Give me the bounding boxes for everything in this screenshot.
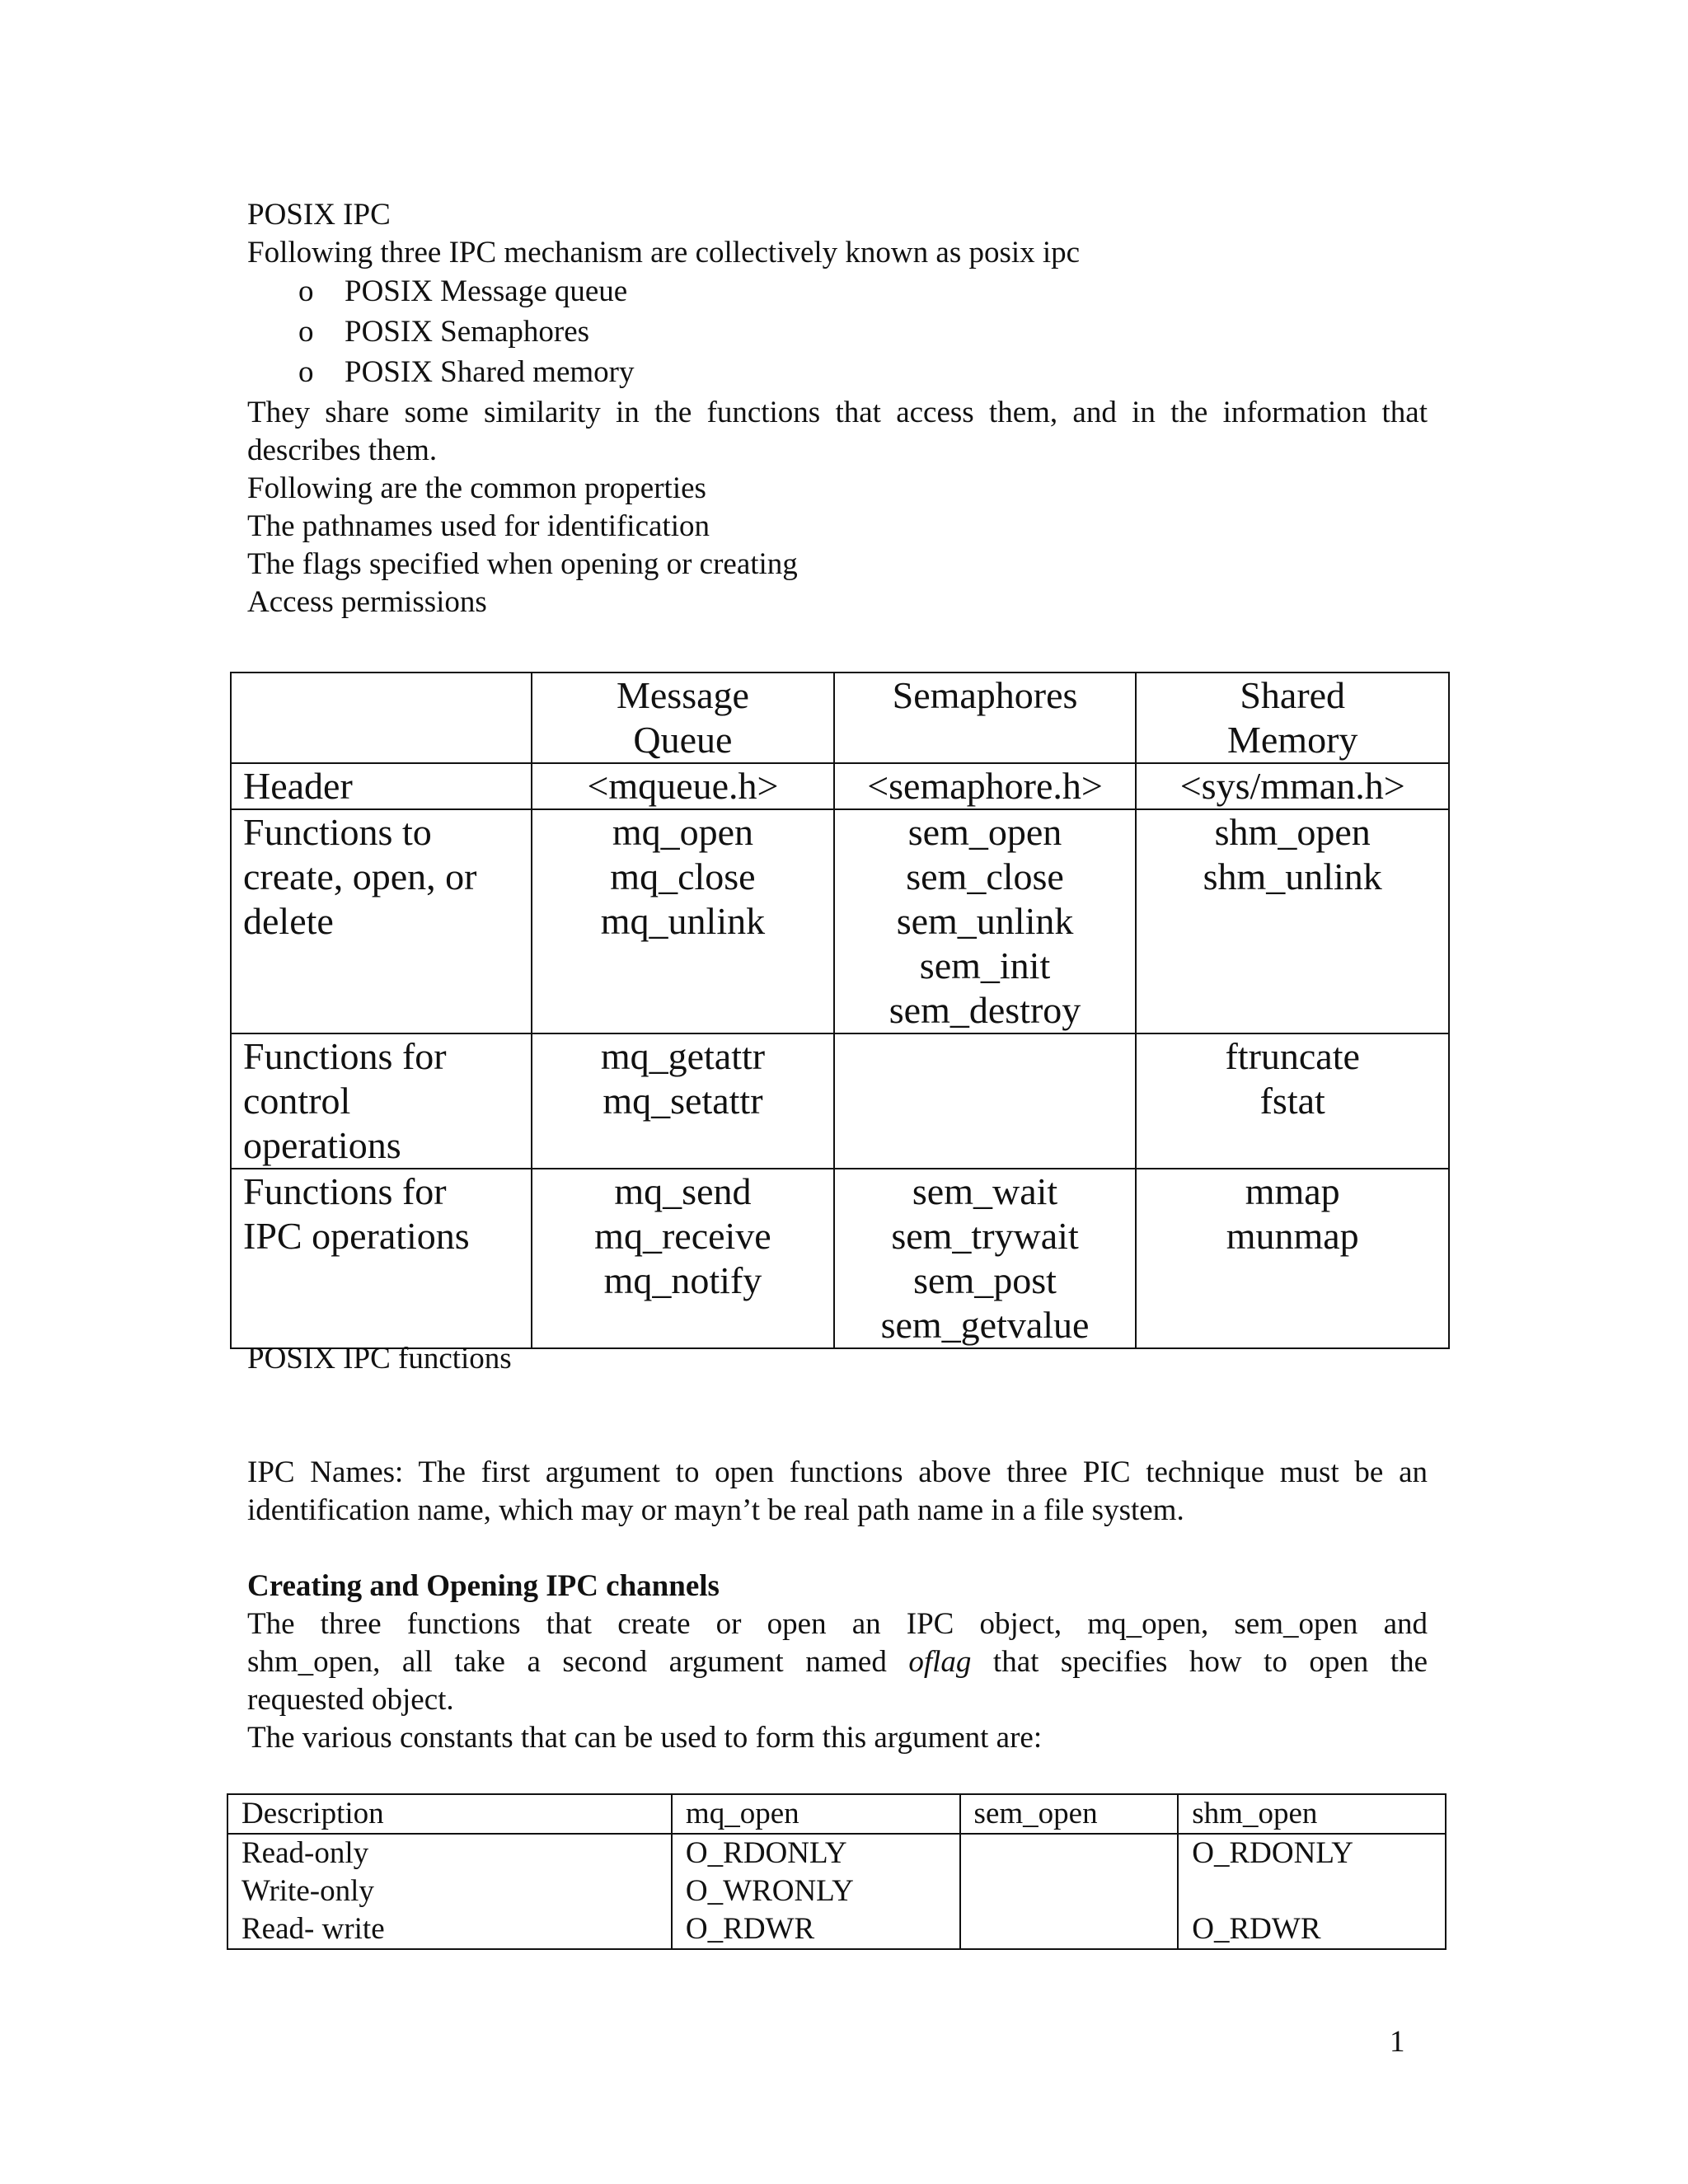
- cell-text: mq_getattr mq_setattr: [600, 1035, 766, 1122]
- cell-text: Header: [243, 765, 353, 807]
- cell-text: O_RDONLY O_RDWR: [1192, 1836, 1353, 1946]
- cell-text: ftruncate fstat: [1225, 1035, 1360, 1122]
- cell-text: shm_open shm_unlink: [1203, 811, 1382, 898]
- properties-heading: Following are the common properties: [247, 471, 706, 505]
- table-cell: [231, 1169, 532, 1348]
- table-cell: [1136, 1169, 1449, 1348]
- paragraph-line: requested object.: [247, 1683, 454, 1717]
- table-cell: [960, 1834, 1179, 1949]
- table-cell: [231, 809, 532, 1033]
- header-text: shm_open: [1192, 1797, 1318, 1830]
- paragraph-line: The three functions that create or open an IPC object, mq_open, sem_open and: [247, 1607, 1428, 1641]
- table-cell: [532, 1169, 833, 1348]
- table-row: [231, 763, 1449, 809]
- table-row: [231, 809, 1449, 1033]
- cell-text: mq_open mq_close mq_unlink: [600, 811, 766, 942]
- table-cell: [532, 1033, 833, 1169]
- table-cell: [231, 763, 532, 809]
- property-item: Access permissions: [247, 585, 487, 619]
- cell-text: Functions to create, open, or delete: [243, 811, 477, 942]
- table-header-cell: [1136, 673, 1449, 763]
- property-item: The flags specified when opening or creating: [247, 547, 798, 581]
- bullet-marker: o: [298, 355, 314, 389]
- table-header-cell: [227, 1794, 672, 1834]
- table-header-cell: [231, 673, 532, 763]
- table-cell: [1136, 763, 1449, 809]
- cell-text: mq_send mq_receive mq_notify: [594, 1170, 771, 1301]
- table-header-cell: [960, 1794, 1179, 1834]
- table-cell: [1178, 1834, 1446, 1949]
- cell-text: Functions for IPC operations: [243, 1170, 470, 1257]
- table-row: [227, 1834, 1446, 1949]
- cell-text: sem_wait sem_trywait sem_post sem_getvalue: [880, 1170, 1090, 1346]
- page-number: 1: [1390, 2025, 1405, 2059]
- table-cell: [532, 809, 833, 1033]
- bullet-item: POSIX Shared memory: [345, 355, 635, 389]
- paragraph-text: shm_open, all take a second argument named: [247, 1645, 909, 1679]
- bullet-marker: o: [298, 315, 314, 349]
- cell-text: O_RDONLY O_WRONLY O_RDWR: [685, 1836, 854, 1946]
- table-row: [231, 1169, 1449, 1348]
- property-item: The pathnames used for identification: [247, 509, 710, 543]
- cell-text: <mqueue.h>: [587, 765, 779, 807]
- table-cell: [227, 1834, 672, 1949]
- header-text: Semaphores: [892, 674, 1078, 716]
- table-row: [231, 1033, 1449, 1169]
- cell-text: sem_open sem_close sem_unlink sem_init sem_destroy: [889, 811, 1081, 1031]
- similarity-line: describes them.: [247, 434, 438, 467]
- section-heading: Creating and Opening IPC channels: [247, 1569, 720, 1603]
- table-cell: [532, 763, 833, 809]
- similarity-line: They share some similarity in the functions that access them, and in the information that: [247, 396, 1428, 429]
- paragraph-text: that specifies how to open the: [971, 1645, 1428, 1679]
- table-cell: [1136, 1033, 1449, 1169]
- cell-text: <sys/mman.h>: [1179, 765, 1405, 807]
- ipc-names-line: IPC Names: The first argument to open functions above three PIC technique must be an: [247, 1455, 1428, 1489]
- table-header-cell: [834, 673, 1137, 763]
- ipc-names-line: identification name, which may or mayn’t be real path name in a file system.: [247, 1493, 1184, 1527]
- cell-text: mmap munmap: [1226, 1170, 1359, 1257]
- cell-text: <semaphore.h>: [867, 765, 1103, 807]
- table-header-cell: [672, 1794, 960, 1834]
- oflag-constants-table: [227, 1793, 1447, 1950]
- table-cell: [1136, 809, 1449, 1033]
- table-header-row: [231, 673, 1449, 763]
- page-title: POSIX IPC: [247, 198, 391, 232]
- header-text: sem_open: [973, 1797, 1098, 1830]
- bullet-marker: o: [298, 274, 314, 308]
- header-text: Shared Memory: [1226, 674, 1358, 761]
- table-header-cell: [532, 673, 833, 763]
- table-cell: [834, 809, 1137, 1033]
- bullet-item: POSIX Message queue: [345, 274, 628, 308]
- cell-text: Read-only Write-only Read- write: [241, 1836, 385, 1946]
- paragraph-line: [247, 1643, 1428, 1681]
- header-text: Description: [241, 1797, 384, 1830]
- table-cell: [834, 1169, 1137, 1348]
- header-text: mq_open: [685, 1797, 799, 1830]
- table-cell: [834, 763, 1137, 809]
- oflag-term: oflag: [908, 1645, 972, 1679]
- ipc-functions-table: [230, 672, 1450, 1349]
- table-header-cell: [1178, 1794, 1446, 1834]
- cell-text: Functions for control operations: [243, 1035, 447, 1166]
- intro-text: Following three IPC mechanism are collectively known as posix ipc: [247, 236, 1081, 269]
- table-header-row: [227, 1794, 1446, 1834]
- header-text: Message Queue: [616, 674, 749, 761]
- table-caption: POSIX IPC functions: [247, 1342, 512, 1376]
- paragraph-line: The various constants that can be used to form this argument are:: [247, 1721, 1043, 1755]
- bullet-item: POSIX Semaphores: [345, 315, 590, 349]
- table-cell: [834, 1033, 1137, 1169]
- table-cell: [672, 1834, 960, 1949]
- table-cell: [231, 1033, 532, 1169]
